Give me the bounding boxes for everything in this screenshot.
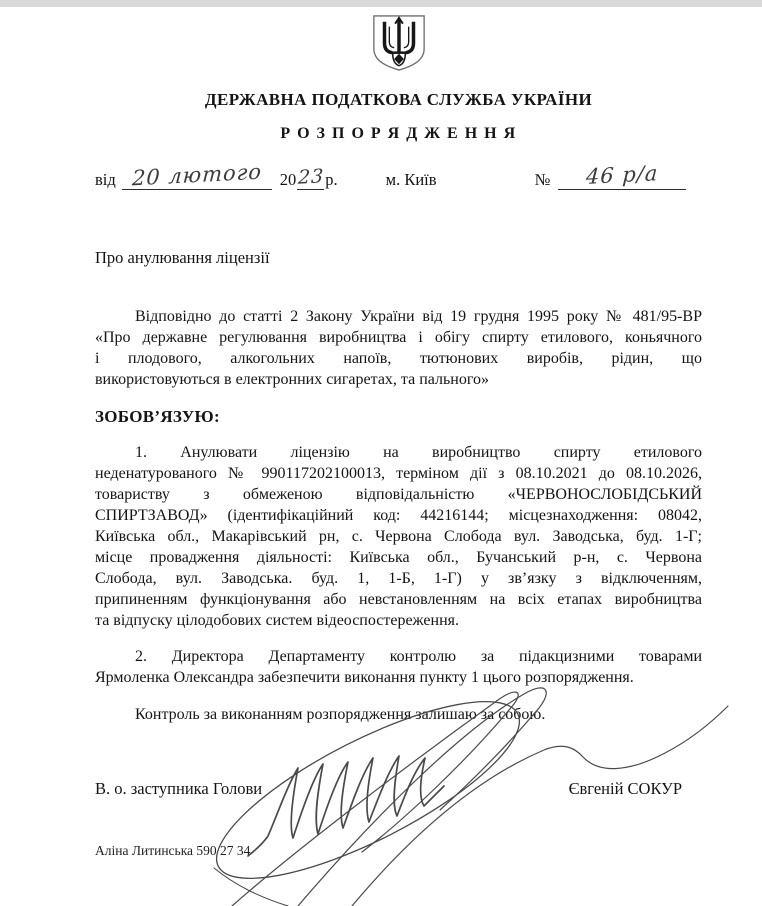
signature-row bbox=[95, 779, 702, 799]
subject-line: Про анулювання ліцензії bbox=[95, 248, 270, 267]
paragraph-line: Ярмоленка Олександра забезпечити виконання пункту 1 цього розпорядження. bbox=[95, 669, 634, 686]
paragraph-line: місце провадження діяльності: Київська обл., Бучанський р-н, с. Червона bbox=[95, 549, 702, 566]
scan-edge-artifact bbox=[0, 0, 762, 7]
document-type-title: Р О З П О Р Я Д Ж Е Н Н Я bbox=[280, 125, 517, 142]
paragraph-line: 1. Анулювати ліцензію на виробництво спирту етилового bbox=[135, 444, 702, 461]
signer-name: Євгеній СОКУР bbox=[568, 779, 682, 798]
handwritten-year: 23 bbox=[297, 165, 325, 189]
control-paragraph: Контроль за виконанням розпорядження залишаю за собою. bbox=[135, 706, 546, 723]
number-underline-field bbox=[558, 161, 686, 190]
paragraph-line: СПИРТЗАВОД» (ідентифікаційний код: 44216144; місцезнаходження: 08042, bbox=[95, 507, 702, 524]
item-2-paragraph bbox=[95, 646, 702, 688]
paragraph-line: використовуються в електронних сигаретах, та пального» bbox=[95, 371, 490, 388]
paragraph-line: «Про державне регулювання виробництва і обігу спирту етилового, коньячного bbox=[95, 329, 702, 346]
signer-title: В. о. заступника Голови bbox=[95, 779, 263, 798]
year-underline-field bbox=[297, 167, 324, 190]
paragraph-line: Відповідно до статті 2 Закону України від 19 грудня 1995 року № 481/95-ВР bbox=[135, 308, 702, 325]
number-label: № bbox=[534, 170, 551, 189]
paragraph-line: товариству з обмеженою відповідальністю «ЧЕРВОНОСЛОБІДСЬКИЙ bbox=[95, 486, 702, 503]
emblem-container bbox=[95, 14, 702, 77]
obligation-heading: ЗОБОВ’ЯЗУЮ: bbox=[95, 407, 220, 426]
date-from-label: від bbox=[95, 170, 116, 189]
item-1-paragraph bbox=[95, 442, 702, 631]
ukraine-tryzub-emblem-icon bbox=[370, 14, 428, 72]
paragraph-line: 2. Директора Департаменту контролю за підакцизними товарами bbox=[135, 648, 702, 665]
paragraph-line: та відпуску цілодобових систем відеоспостереження. bbox=[95, 612, 459, 629]
org-title: ДЕРЖАВНА ПОДАТКОВА СЛУЖБА УКРАЇНИ bbox=[204, 90, 593, 109]
city-label: м. Київ bbox=[385, 170, 437, 189]
paragraph-line: Слобода, вул. Заводська. буд. 1, 1-Б, 1-Г) у зв’язку з відключенням, bbox=[95, 570, 702, 587]
document-body bbox=[0, 14, 762, 859]
year-prefix: 20 bbox=[279, 170, 297, 189]
intro-paragraph bbox=[95, 306, 702, 390]
handwritten-date: 20 лютого bbox=[131, 159, 263, 191]
handwritten-number: 46 р/а bbox=[585, 161, 660, 189]
paragraph-line: і плодового, алкогольних напоїв, тютюнових виробів, рідин, що bbox=[95, 350, 702, 367]
executor-contact-line: Аліна Литинська 590 27 34 bbox=[95, 843, 251, 858]
paragraph-line: неденатурованого № 990117202100013, терміном дії з 08.10.2021 до 08.10.2026, bbox=[95, 465, 702, 482]
paragraph-line: припиненням функціонування або невстановленням на всіх етапах виробництва bbox=[95, 591, 702, 608]
paragraph-line: Київська обл., Макарівський рн, с. Червона Слобода вул. Заводська, буд. 1-Г; bbox=[95, 528, 702, 545]
year-suffix: р. bbox=[325, 170, 338, 189]
date-number-row bbox=[95, 159, 702, 191]
date-underline-field bbox=[122, 159, 272, 191]
